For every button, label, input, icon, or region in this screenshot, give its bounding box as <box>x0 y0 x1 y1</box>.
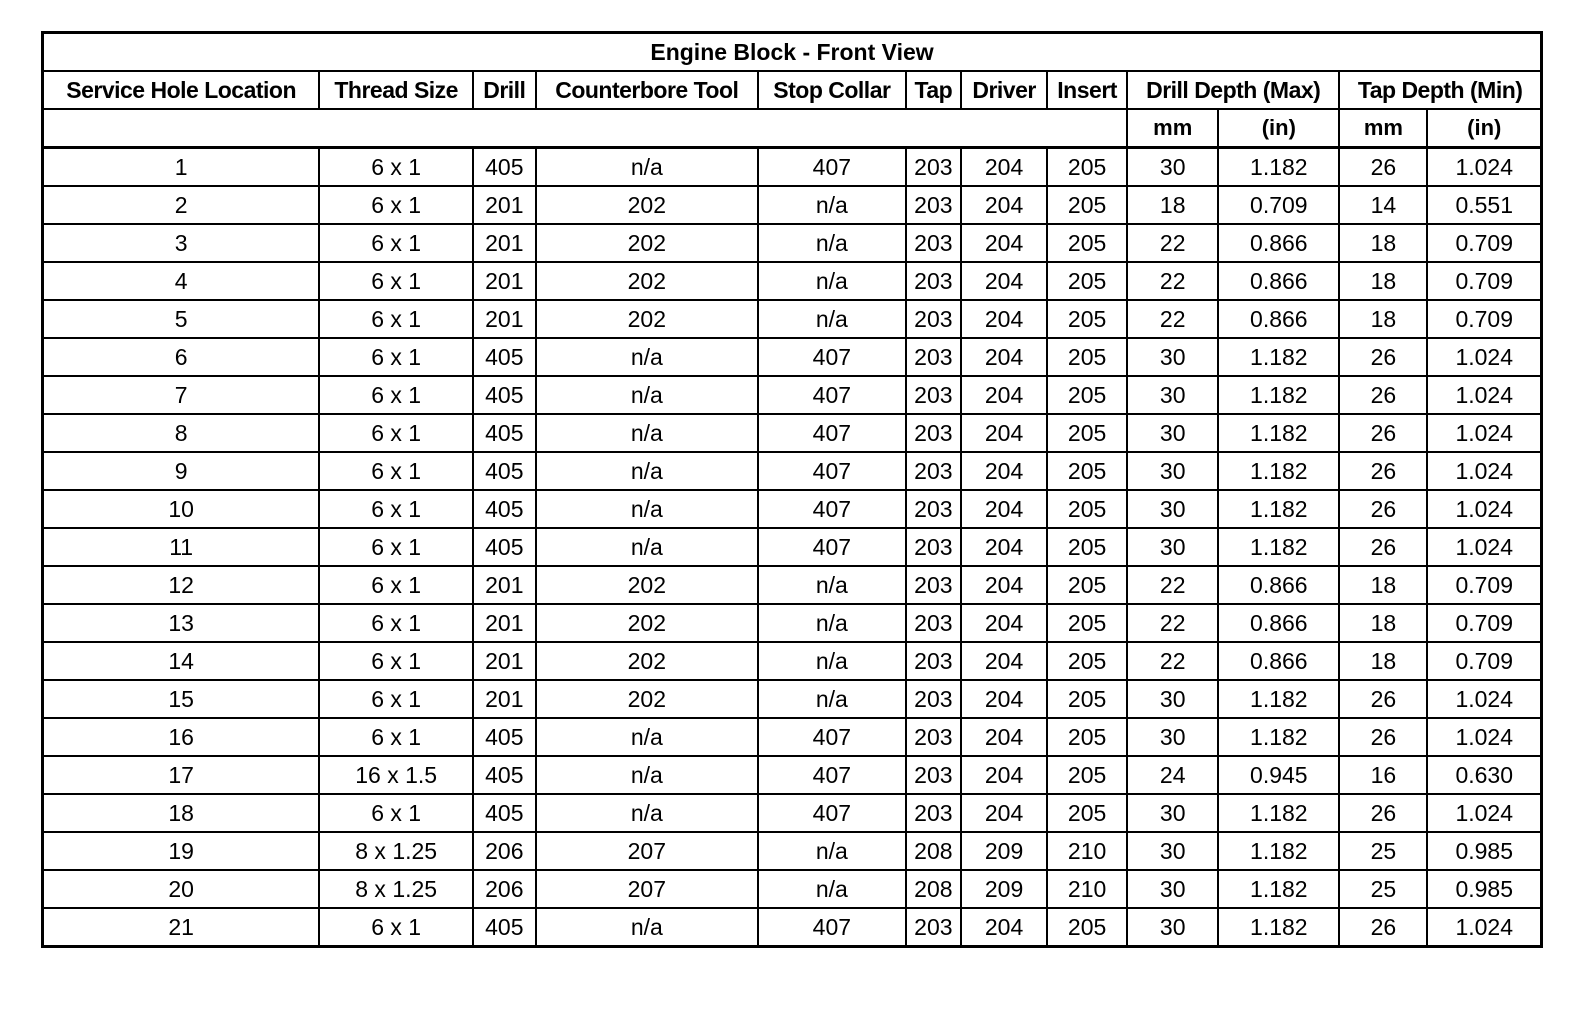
cell-insert: 205 <box>1047 338 1127 376</box>
cell-drill-depth-in: 1.182 <box>1218 452 1339 490</box>
cell-insert: 205 <box>1047 908 1127 947</box>
column-header-row <box>43 71 1542 109</box>
cell-drill-depth-mm: 30 <box>1127 376 1218 414</box>
cell-counterbore-tool: 207 <box>536 832 758 870</box>
cell-drill: 201 <box>473 186 536 224</box>
cell-driver: 204 <box>961 338 1047 376</box>
cell-service-hole-location: 10 <box>43 490 320 528</box>
cell-drill: 206 <box>473 870 536 908</box>
cell-insert: 205 <box>1047 262 1127 300</box>
cell-drill: 405 <box>473 756 536 794</box>
cell-tap: 203 <box>906 338 961 376</box>
cell-stop-collar: 407 <box>758 528 906 566</box>
cell-tap-depth-mm: 26 <box>1339 452 1427 490</box>
cell-service-hole-location: 8 <box>43 414 320 452</box>
cell-tap-depth-in: 1.024 <box>1427 680 1541 718</box>
cell-insert: 205 <box>1047 186 1127 224</box>
cell-tap-depth-in: 1.024 <box>1427 338 1541 376</box>
cell-drill: 405 <box>473 718 536 756</box>
cell-drill-depth-in: 0.866 <box>1218 300 1339 338</box>
cell-counterbore-tool: n/a <box>536 490 758 528</box>
cell-stop-collar: n/a <box>758 604 906 642</box>
cell-tap: 203 <box>906 490 961 528</box>
cell-thread-size: 6 x 1 <box>319 718 473 756</box>
cell-driver: 204 <box>961 794 1047 832</box>
cell-service-hole-location: 17 <box>43 756 320 794</box>
cell-thread-size: 6 x 1 <box>319 794 473 832</box>
cell-drill: 405 <box>473 148 536 187</box>
cell-drill-depth-mm: 30 <box>1127 528 1218 566</box>
cell-drill-depth-in: 1.182 <box>1218 718 1339 756</box>
cell-stop-collar: n/a <box>758 566 906 604</box>
cell-tap-depth-mm: 26 <box>1339 376 1427 414</box>
cell-stop-collar: 407 <box>758 338 906 376</box>
cell-drill: 201 <box>473 604 536 642</box>
cell-tap-depth-in: 1.024 <box>1427 148 1541 187</box>
cell-drill-depth-mm: 30 <box>1127 452 1218 490</box>
cell-counterbore-tool: n/a <box>536 794 758 832</box>
cell-service-hole-location: 16 <box>43 718 320 756</box>
unit-tap-depth-mm: mm <box>1339 109 1427 148</box>
cell-service-hole-location: 11 <box>43 528 320 566</box>
cell-tap: 203 <box>906 300 961 338</box>
unit-row <box>43 109 1542 148</box>
table-title-row <box>43 33 1542 72</box>
cell-thread-size: 6 x 1 <box>319 680 473 718</box>
cell-thread-size: 6 x 1 <box>319 262 473 300</box>
cell-drill: 405 <box>473 908 536 947</box>
header-tap-depth-min: Tap Depth (Min) <box>1339 71 1541 109</box>
cell-driver: 209 <box>961 870 1047 908</box>
header-drill: Drill <box>473 71 536 109</box>
unit-drill-depth-in: (in) <box>1218 109 1339 148</box>
table-row <box>43 832 1542 870</box>
cell-stop-collar: n/a <box>758 870 906 908</box>
cell-stop-collar: n/a <box>758 186 906 224</box>
cell-drill-depth-in: 1.182 <box>1218 376 1339 414</box>
cell-tap-depth-in: 1.024 <box>1427 452 1541 490</box>
cell-driver: 204 <box>961 414 1047 452</box>
cell-drill-depth-in: 1.182 <box>1218 832 1339 870</box>
cell-drill-depth-mm: 18 <box>1127 186 1218 224</box>
cell-thread-size: 8 x 1.25 <box>319 870 473 908</box>
cell-stop-collar: 407 <box>758 376 906 414</box>
cell-insert: 205 <box>1047 756 1127 794</box>
cell-drill-depth-mm: 22 <box>1127 300 1218 338</box>
cell-drill: 405 <box>473 452 536 490</box>
cell-counterbore-tool: n/a <box>536 338 758 376</box>
cell-driver: 204 <box>961 528 1047 566</box>
cell-tap-depth-in: 0.709 <box>1427 224 1541 262</box>
cell-driver: 204 <box>961 566 1047 604</box>
cell-insert: 210 <box>1047 832 1127 870</box>
cell-tap: 203 <box>906 604 961 642</box>
cell-stop-collar: 407 <box>758 148 906 187</box>
header-driver: Driver <box>961 71 1047 109</box>
cell-drill-depth-in: 1.182 <box>1218 794 1339 832</box>
cell-drill-depth-in: 0.866 <box>1218 566 1339 604</box>
cell-insert: 210 <box>1047 870 1127 908</box>
table-row <box>43 870 1542 908</box>
cell-stop-collar: 407 <box>758 414 906 452</box>
cell-thread-size: 8 x 1.25 <box>319 832 473 870</box>
cell-thread-size: 6 x 1 <box>319 908 473 947</box>
cell-insert: 205 <box>1047 680 1127 718</box>
cell-tap-depth-mm: 26 <box>1339 718 1427 756</box>
table-row <box>43 300 1542 338</box>
cell-tap: 203 <box>906 642 961 680</box>
cell-driver: 204 <box>961 262 1047 300</box>
cell-thread-size: 6 x 1 <box>319 224 473 262</box>
table-row <box>43 338 1542 376</box>
cell-thread-size: 6 x 1 <box>319 566 473 604</box>
cell-insert: 205 <box>1047 718 1127 756</box>
cell-service-hole-location: 18 <box>43 794 320 832</box>
cell-stop-collar: 407 <box>758 452 906 490</box>
cell-counterbore-tool: 202 <box>536 604 758 642</box>
cell-tap: 203 <box>906 224 961 262</box>
cell-service-hole-location: 3 <box>43 224 320 262</box>
cell-tap-depth-mm: 26 <box>1339 528 1427 566</box>
cell-drill: 206 <box>473 832 536 870</box>
cell-counterbore-tool: 202 <box>536 300 758 338</box>
cell-drill-depth-mm: 24 <box>1127 756 1218 794</box>
cell-drill-depth-in: 1.182 <box>1218 414 1339 452</box>
cell-tap-depth-in: 0.551 <box>1427 186 1541 224</box>
cell-tap-depth-in: 0.709 <box>1427 642 1541 680</box>
cell-tap-depth-mm: 18 <box>1339 604 1427 642</box>
cell-tap-depth-mm: 26 <box>1339 794 1427 832</box>
cell-insert: 205 <box>1047 794 1127 832</box>
cell-tap-depth-mm: 26 <box>1339 338 1427 376</box>
cell-driver: 204 <box>961 452 1047 490</box>
cell-insert: 205 <box>1047 300 1127 338</box>
cell-thread-size: 6 x 1 <box>319 452 473 490</box>
cell-counterbore-tool: 207 <box>536 870 758 908</box>
cell-tap-depth-in: 1.024 <box>1427 376 1541 414</box>
cell-counterbore-tool: n/a <box>536 414 758 452</box>
table-row <box>43 528 1542 566</box>
cell-counterbore-tool: n/a <box>536 148 758 187</box>
cell-thread-size: 6 x 1 <box>319 414 473 452</box>
cell-service-hole-location: 15 <box>43 680 320 718</box>
cell-drill: 201 <box>473 300 536 338</box>
cell-counterbore-tool: 202 <box>536 224 758 262</box>
cell-tap-depth-in: 1.024 <box>1427 490 1541 528</box>
cell-stop-collar: 407 <box>758 490 906 528</box>
cell-drill-depth-mm: 22 <box>1127 642 1218 680</box>
cell-service-hole-location: 13 <box>43 604 320 642</box>
cell-thread-size: 6 x 1 <box>319 642 473 680</box>
table-row <box>43 908 1542 947</box>
cell-driver: 204 <box>961 490 1047 528</box>
cell-tap: 203 <box>906 794 961 832</box>
cell-tap-depth-mm: 26 <box>1339 680 1427 718</box>
cell-thread-size: 6 x 1 <box>319 148 473 187</box>
cell-drill-depth-mm: 30 <box>1127 794 1218 832</box>
table-row <box>43 148 1542 187</box>
cell-drill-depth-in: 1.182 <box>1218 490 1339 528</box>
cell-service-hole-location: 21 <box>43 908 320 947</box>
header-drill-depth-max: Drill Depth (Max) <box>1127 71 1339 109</box>
cell-tap-depth-mm: 14 <box>1339 186 1427 224</box>
cell-service-hole-location: 2 <box>43 186 320 224</box>
cell-thread-size: 6 x 1 <box>319 338 473 376</box>
table-title: Engine Block - Front View <box>43 33 1542 72</box>
cell-stop-collar: 407 <box>758 756 906 794</box>
cell-stop-collar: 407 <box>758 908 906 947</box>
cell-tap-depth-mm: 16 <box>1339 756 1427 794</box>
cell-drill: 405 <box>473 338 536 376</box>
cell-drill-depth-mm: 30 <box>1127 414 1218 452</box>
cell-thread-size: 6 x 1 <box>319 376 473 414</box>
cell-drill-depth-mm: 30 <box>1127 680 1218 718</box>
header-insert: Insert <box>1047 71 1127 109</box>
cell-drill-depth-in: 1.182 <box>1218 870 1339 908</box>
cell-tap-depth-in: 1.024 <box>1427 908 1541 947</box>
cell-drill: 201 <box>473 262 536 300</box>
cell-tap: 203 <box>906 718 961 756</box>
cell-stop-collar: n/a <box>758 224 906 262</box>
cell-thread-size: 6 x 1 <box>319 528 473 566</box>
cell-driver: 204 <box>961 680 1047 718</box>
cell-thread-size: 16 x 1.5 <box>319 756 473 794</box>
cell-drill-depth-in: 1.182 <box>1218 528 1339 566</box>
cell-drill-depth-in: 1.182 <box>1218 908 1339 947</box>
cell-insert: 205 <box>1047 148 1127 187</box>
cell-driver: 209 <box>961 832 1047 870</box>
table-row <box>43 414 1542 452</box>
cell-drill: 405 <box>473 376 536 414</box>
cell-counterbore-tool: 202 <box>536 186 758 224</box>
cell-tap-depth-in: 0.709 <box>1427 604 1541 642</box>
cell-counterbore-tool: n/a <box>536 452 758 490</box>
cell-drill-depth-in: 0.866 <box>1218 642 1339 680</box>
cell-driver: 204 <box>961 908 1047 947</box>
cell-tap-depth-in: 0.985 <box>1427 870 1541 908</box>
cell-counterbore-tool: 202 <box>536 680 758 718</box>
cell-tap-depth-mm: 26 <box>1339 908 1427 947</box>
table-row <box>43 262 1542 300</box>
cell-driver: 204 <box>961 148 1047 187</box>
cell-insert: 205 <box>1047 376 1127 414</box>
cell-drill-depth-mm: 30 <box>1127 338 1218 376</box>
cell-drill-depth-in: 0.945 <box>1218 756 1339 794</box>
cell-thread-size: 6 x 1 <box>319 604 473 642</box>
header-thread-size: Thread Size <box>319 71 473 109</box>
cell-driver: 204 <box>961 642 1047 680</box>
cell-drill-depth-mm: 30 <box>1127 908 1218 947</box>
cell-tap-depth-in: 1.024 <box>1427 414 1541 452</box>
cell-service-hole-location: 5 <box>43 300 320 338</box>
cell-tap: 203 <box>906 186 961 224</box>
header-service-hole-location: Service Hole Location <box>43 71 320 109</box>
cell-counterbore-tool: n/a <box>536 528 758 566</box>
table-row <box>43 794 1542 832</box>
cell-stop-collar: n/a <box>758 300 906 338</box>
cell-service-hole-location: 9 <box>43 452 320 490</box>
cell-counterbore-tool: n/a <box>536 908 758 947</box>
cell-driver: 204 <box>961 604 1047 642</box>
cell-drill: 405 <box>473 794 536 832</box>
table-row <box>43 642 1542 680</box>
cell-tap-depth-mm: 25 <box>1339 870 1427 908</box>
cell-drill-depth-mm: 22 <box>1127 224 1218 262</box>
cell-drill-depth-mm: 22 <box>1127 566 1218 604</box>
cell-tap: 203 <box>906 566 961 604</box>
cell-tap-depth-in: 0.985 <box>1427 832 1541 870</box>
table-row <box>43 680 1542 718</box>
cell-tap-depth-mm: 18 <box>1339 300 1427 338</box>
cell-tap-depth-in: 1.024 <box>1427 528 1541 566</box>
cell-tap: 208 <box>906 832 961 870</box>
cell-drill: 405 <box>473 528 536 566</box>
cell-tap: 203 <box>906 528 961 566</box>
cell-drill-depth-mm: 30 <box>1127 832 1218 870</box>
cell-driver: 204 <box>961 718 1047 756</box>
cell-drill-depth-mm: 30 <box>1127 148 1218 187</box>
cell-drill-depth-mm: 30 <box>1127 718 1218 756</box>
table-row <box>43 224 1542 262</box>
unit-tap-depth-in: (in) <box>1427 109 1541 148</box>
cell-service-hole-location: 1 <box>43 148 320 187</box>
cell-counterbore-tool: 202 <box>536 566 758 604</box>
cell-drill-depth-mm: 22 <box>1127 604 1218 642</box>
cell-tap: 203 <box>906 908 961 947</box>
cell-service-hole-location: 6 <box>43 338 320 376</box>
cell-thread-size: 6 x 1 <box>319 186 473 224</box>
cell-counterbore-tool: n/a <box>536 376 758 414</box>
table-row <box>43 490 1542 528</box>
header-counterbore-tool: Counterbore Tool <box>536 71 758 109</box>
table-row <box>43 376 1542 414</box>
cell-driver: 204 <box>961 224 1047 262</box>
table-row <box>43 718 1542 756</box>
cell-counterbore-tool: n/a <box>536 756 758 794</box>
cell-tap-depth-in: 0.709 <box>1427 300 1541 338</box>
cell-tap: 208 <box>906 870 961 908</box>
cell-tap: 203 <box>906 414 961 452</box>
cell-drill: 201 <box>473 680 536 718</box>
cell-drill-depth-in: 0.709 <box>1218 186 1339 224</box>
cell-insert: 205 <box>1047 604 1127 642</box>
cell-drill-depth-mm: 22 <box>1127 262 1218 300</box>
cell-service-hole-location: 7 <box>43 376 320 414</box>
cell-driver: 204 <box>961 300 1047 338</box>
cell-counterbore-tool: n/a <box>536 718 758 756</box>
cell-drill: 405 <box>473 414 536 452</box>
cell-drill-depth-in: 0.866 <box>1218 604 1339 642</box>
cell-stop-collar: 407 <box>758 794 906 832</box>
cell-drill: 201 <box>473 642 536 680</box>
cell-tap-depth-in: 1.024 <box>1427 718 1541 756</box>
cell-tap-depth-mm: 18 <box>1339 262 1427 300</box>
cell-thread-size: 6 x 1 <box>319 300 473 338</box>
cell-counterbore-tool: 202 <box>536 642 758 680</box>
cell-insert: 205 <box>1047 224 1127 262</box>
cell-tap-depth-mm: 26 <box>1339 490 1427 528</box>
cell-service-hole-location: 4 <box>43 262 320 300</box>
cell-tap: 203 <box>906 756 961 794</box>
cell-drill-depth-in: 1.182 <box>1218 338 1339 376</box>
table-row <box>43 756 1542 794</box>
cell-tap-depth-in: 0.709 <box>1427 262 1541 300</box>
cell-tap: 203 <box>906 148 961 187</box>
cell-drill-depth-in: 1.182 <box>1218 148 1339 187</box>
cell-tap: 203 <box>906 262 961 300</box>
table-row <box>43 566 1542 604</box>
cell-tap-depth-mm: 26 <box>1339 148 1427 187</box>
cell-service-hole-location: 12 <box>43 566 320 604</box>
cell-tap-depth-mm: 18 <box>1339 224 1427 262</box>
cell-drill-depth-mm: 30 <box>1127 870 1218 908</box>
cell-insert: 205 <box>1047 566 1127 604</box>
cell-tap-depth-in: 0.709 <box>1427 566 1541 604</box>
cell-insert: 205 <box>1047 490 1127 528</box>
cell-insert: 205 <box>1047 414 1127 452</box>
cell-service-hole-location: 19 <box>43 832 320 870</box>
cell-drill: 405 <box>473 490 536 528</box>
cell-stop-collar: n/a <box>758 832 906 870</box>
cell-tap-depth-in: 1.024 <box>1427 794 1541 832</box>
cell-thread-size: 6 x 1 <box>319 490 473 528</box>
cell-service-hole-location: 20 <box>43 870 320 908</box>
cell-tap-depth-mm: 18 <box>1339 566 1427 604</box>
cell-tap: 203 <box>906 680 961 718</box>
cell-insert: 205 <box>1047 642 1127 680</box>
header-tap: Tap <box>906 71 961 109</box>
cell-drill-depth-in: 1.182 <box>1218 680 1339 718</box>
cell-tap: 203 <box>906 376 961 414</box>
cell-stop-collar: n/a <box>758 680 906 718</box>
unit-drill-depth-mm: mm <box>1127 109 1218 148</box>
cell-service-hole-location: 14 <box>43 642 320 680</box>
unit-row-spacer <box>43 109 1128 148</box>
cell-tap-depth-in: 0.630 <box>1427 756 1541 794</box>
cell-drill-depth-in: 0.866 <box>1218 224 1339 262</box>
cell-driver: 204 <box>961 186 1047 224</box>
table-row <box>43 604 1542 642</box>
cell-tap-depth-mm: 25 <box>1339 832 1427 870</box>
table-row <box>43 452 1542 490</box>
cell-drill-depth-mm: 30 <box>1127 490 1218 528</box>
cell-tap-depth-mm: 18 <box>1339 642 1427 680</box>
table-body <box>43 148 1542 947</box>
cell-tap: 203 <box>906 452 961 490</box>
cell-driver: 204 <box>961 376 1047 414</box>
cell-stop-collar: n/a <box>758 262 906 300</box>
cell-driver: 204 <box>961 756 1047 794</box>
cell-stop-collar: 407 <box>758 718 906 756</box>
cell-counterbore-tool: 202 <box>536 262 758 300</box>
cell-stop-collar: n/a <box>758 642 906 680</box>
cell-drill: 201 <box>473 224 536 262</box>
cell-drill: 201 <box>473 566 536 604</box>
table-row <box>43 186 1542 224</box>
header-stop-collar: Stop Collar <box>758 71 906 109</box>
cell-drill-depth-in: 0.866 <box>1218 262 1339 300</box>
cell-insert: 205 <box>1047 528 1127 566</box>
cell-tap-depth-mm: 26 <box>1339 414 1427 452</box>
engine-block-spec-table <box>41 31 1543 948</box>
cell-insert: 205 <box>1047 452 1127 490</box>
